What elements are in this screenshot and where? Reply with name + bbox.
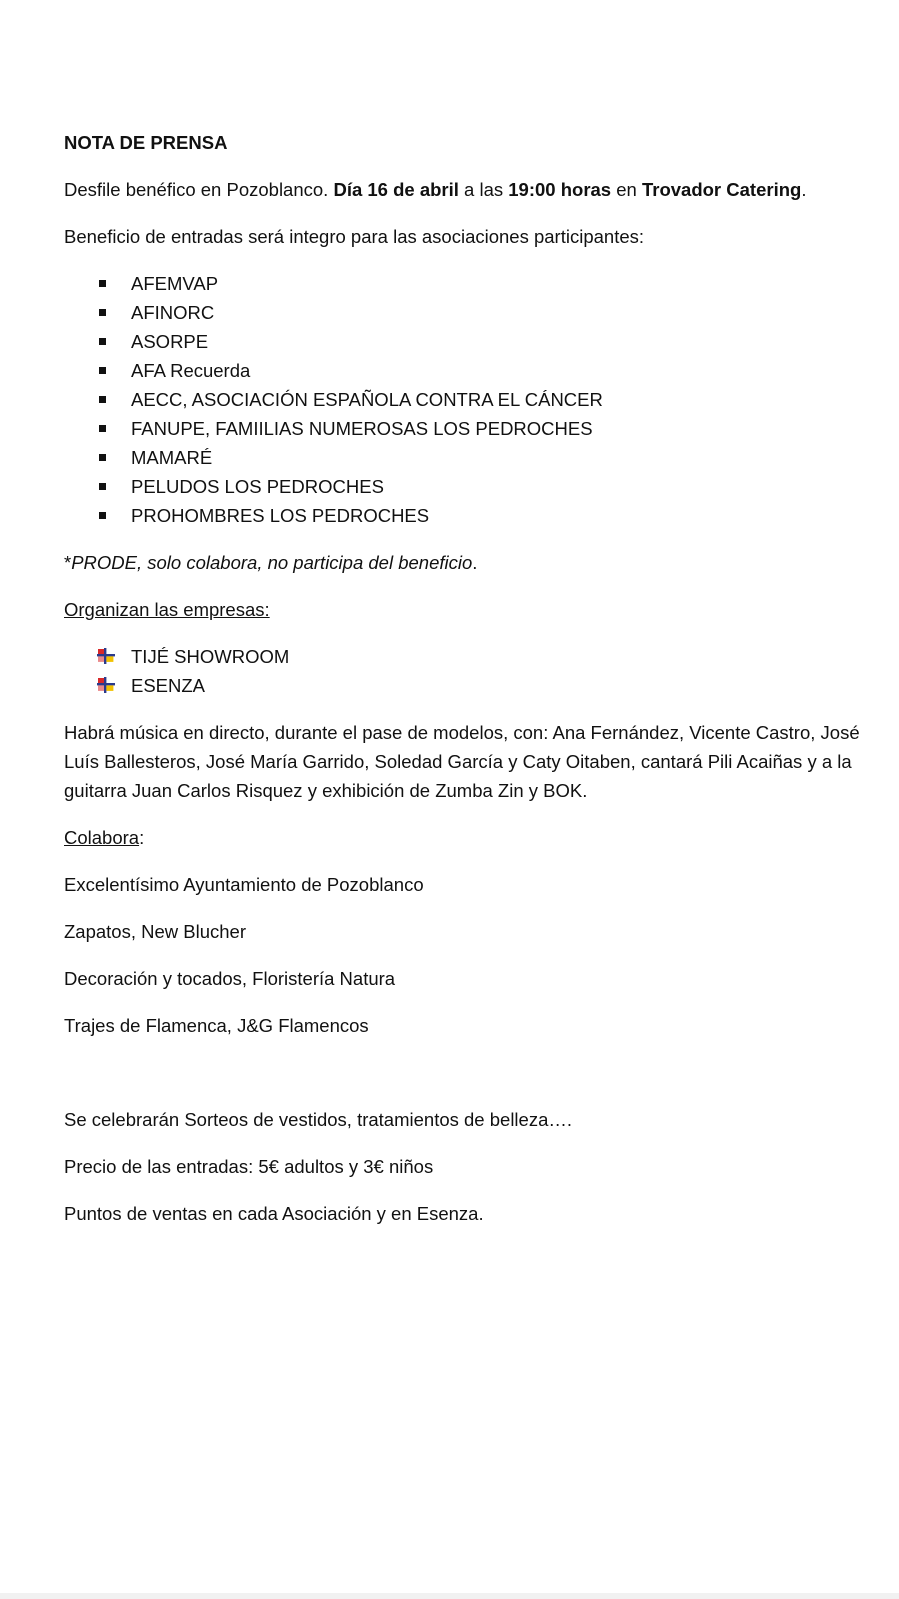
square-bullet-icon <box>99 483 106 490</box>
collaborator-line: Zapatos, New Blucher <box>64 921 247 942</box>
collaborator-line: Trajes de Flamenca, J&G Flamencos <box>64 1015 369 1036</box>
intro-text-2: a las <box>458 179 509 200</box>
organizers-label: Organizan las empresas: <box>64 599 270 620</box>
collaborators-colon: : <box>139 827 145 848</box>
association-name: AECC, ASOCIACIÓN ESPAÑOLA CONTRA EL CÁNCER <box>131 389 603 410</box>
associations-list <box>64 269 864 530</box>
list-item <box>64 327 864 356</box>
square-bullet-icon <box>99 367 106 374</box>
intro-text-3: en <box>611 179 642 200</box>
organizer-name: TIJÉ SHOWROOM <box>131 646 290 667</box>
press-release-document <box>64 128 864 1246</box>
prode-star: * <box>64 552 72 573</box>
collaborator-line: Excelentísimo Ayuntamiento de Pozoblanco <box>64 874 424 895</box>
square-bullet-icon <box>99 338 106 345</box>
event-time: 19:00 horas <box>508 179 612 200</box>
list-item <box>64 385 864 414</box>
list-item <box>64 501 864 530</box>
intro-text-4: . <box>801 179 807 200</box>
document-heading: NOTA DE PRENSA <box>64 132 228 153</box>
organizers-list <box>64 642 864 700</box>
flag-bullet-icon <box>97 677 115 693</box>
intro-text-1: Desfile benéfico en Pozoblanco. <box>64 179 334 200</box>
list-item <box>64 472 864 501</box>
list-item <box>64 298 864 327</box>
intro-paragraph <box>64 175 864 204</box>
square-bullet-icon <box>99 280 106 287</box>
association-name: ASORPE <box>131 331 209 352</box>
organizer-name: ESENZA <box>131 675 206 696</box>
square-bullet-icon <box>99 396 106 403</box>
square-bullet-icon <box>99 309 106 316</box>
list-item <box>64 671 864 700</box>
collaborators-heading <box>64 823 864 852</box>
prode-note <box>64 548 864 577</box>
list-item <box>64 269 864 298</box>
list-item <box>64 642 864 671</box>
association-name: AFINORC <box>131 302 215 323</box>
square-bullet-icon <box>99 425 106 432</box>
beneficiaries-intro: Beneficio de entradas será integro para las asociaciones participantes: <box>64 226 645 247</box>
association-name: AFA Recuerda <box>131 360 251 381</box>
prices-paragraph: Precio de las entradas: 5€ adultos y 3€ niños <box>64 1156 434 1177</box>
collaborator-line: Decoración y tocados, Floristería Natura <box>64 968 396 989</box>
page-bottom-edge <box>0 1593 899 1599</box>
association-name: PELUDOS LOS PEDROCHES <box>131 476 384 497</box>
prode-note-text: PRODE, solo colabora, no participa del beneficio <box>71 552 473 573</box>
raffles-paragraph: Se celebrarán Sorteos de vestidos, tratamientos de belleza…. <box>64 1109 573 1130</box>
association-name: AFEMVAP <box>131 273 219 294</box>
prode-note-end: . <box>472 552 478 573</box>
music-paragraph: Habrá música en directo, durante el pase de modelos, con: Ana Fernández, Vicente Castro, José Luís Ballesteros, José María Garrido, Soledad García y Caty Oitaben, cantará Pili Acaiñas y a la guitarra Juan Carlos Risquez y exhibición de Zumba Zin y BOK. <box>64 722 860 801</box>
square-bullet-icon <box>99 454 106 461</box>
flag-bullet-icon <box>97 648 115 664</box>
association-name: PROHOMBRES LOS PEDROCHES <box>131 505 430 526</box>
collaborators-label: Colabora <box>64 827 140 848</box>
list-item <box>64 414 864 443</box>
list-item <box>64 356 864 385</box>
list-item <box>64 443 864 472</box>
event-venue: Trovador Catering <box>641 179 802 200</box>
blank-spacer <box>64 1058 864 1105</box>
sales-points-paragraph: Puntos de ventas en cada Asociación y en Esenza. <box>64 1203 484 1224</box>
event-date: Día 16 de abril <box>333 179 459 200</box>
association-name: FANUPE, FAMIILIAS NUMEROSAS LOS PEDROCHES <box>131 418 593 439</box>
square-bullet-icon <box>99 512 106 519</box>
association-name: MAMARÉ <box>131 447 213 468</box>
